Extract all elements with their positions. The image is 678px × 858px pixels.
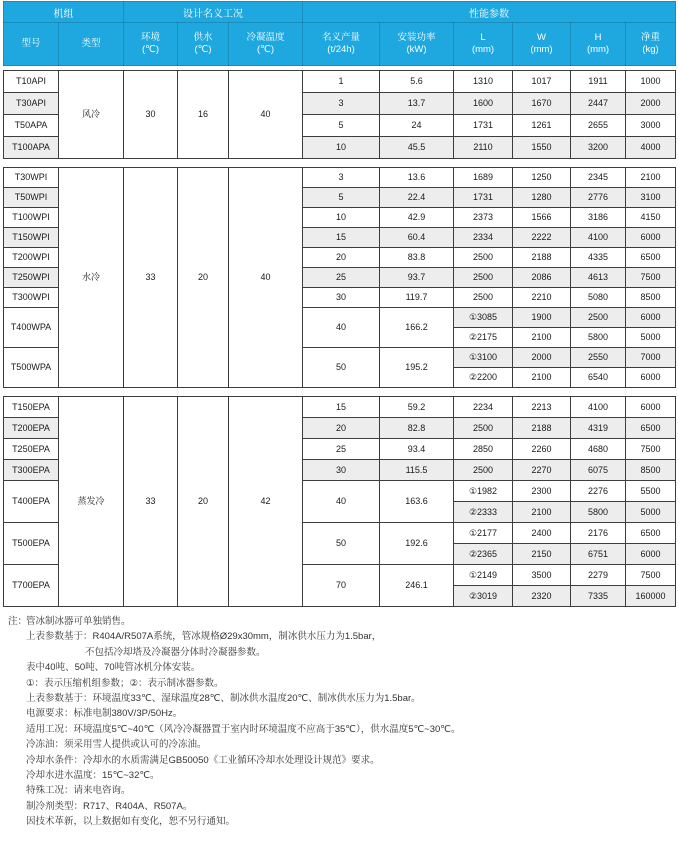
cell-cooling-type: 风冷	[59, 71, 124, 159]
cell-model-name: T300WPI	[4, 288, 59, 308]
cell-condensing-temp: 40	[229, 168, 303, 388]
cell-length: ②2365	[454, 544, 513, 565]
cell-installed-power: 163.6	[380, 481, 454, 523]
cell-model-name: T500EPA	[4, 523, 59, 565]
cell-net-weight: 2100	[626, 168, 676, 188]
note-text: 因技术革新，以上数据如有变化，恕不另行通知。	[26, 816, 236, 828]
cell-installed-power: 45.5	[380, 137, 454, 159]
cell-net-weight: 5000	[626, 328, 676, 348]
cell-width: 1566	[513, 208, 571, 228]
cell-net-weight: 6500	[626, 418, 676, 439]
cell-net-weight: 160000	[626, 586, 676, 607]
col-label: 环境	[140, 32, 160, 43]
cell-height: 4613	[571, 268, 626, 288]
note-line	[3, 629, 675, 644]
note-line	[3, 814, 675, 829]
cell-installed-power: 93.7	[380, 268, 454, 288]
cell-height: 3186	[571, 208, 626, 228]
col-label: W	[537, 32, 546, 43]
col-label: L	[480, 32, 486, 43]
cell-installed-power: 119.7	[380, 288, 454, 308]
spec-table-section-3	[3, 396, 676, 607]
cell-model-name: T200WPI	[4, 248, 59, 268]
cell-length: ①2177	[454, 523, 513, 544]
cell-net-weight: 4000	[626, 137, 676, 159]
cell-ambient-temp: 30	[124, 71, 178, 159]
cell-model-name: T50APA	[4, 115, 59, 137]
cell-nominal-capacity: 15	[303, 228, 380, 248]
cell-model-name: T400EPA	[4, 481, 59, 523]
cell-model-name: T300EPA	[4, 460, 59, 481]
spec-table-sections	[3, 70, 675, 607]
note-text: 上表参数基于：环境温度33℃、湿球温度28℃、制冰供水温度20℃、制冰供水压力为1.5bar。	[26, 693, 421, 705]
cell-width: 2188	[513, 418, 571, 439]
col-label: 名义产量	[322, 32, 361, 43]
cell-net-weight: 6500	[626, 523, 676, 544]
note-line	[3, 722, 675, 737]
spec-table-section-2	[3, 167, 676, 388]
note-line	[3, 737, 675, 752]
cell-height: 4100	[571, 228, 626, 248]
cell-height: 6540	[571, 368, 626, 388]
cell-nominal-capacity: 1	[303, 71, 380, 93]
cell-length: 2500	[454, 268, 513, 288]
note-line	[3, 660, 675, 675]
note-text: 不包括冷却塔及冷凝器分体时冷凝器参数。	[85, 646, 266, 658]
cell-length: ①3085	[454, 308, 513, 328]
cell-model-name: T100WPI	[4, 208, 59, 228]
cell-net-weight: 7500	[626, 439, 676, 460]
cell-width: 2000	[513, 348, 571, 368]
notes	[3, 614, 675, 830]
cell-length: 2500	[454, 288, 513, 308]
cell-length: 1689	[454, 168, 513, 188]
cell-supply-water-temp: 20	[178, 168, 229, 388]
cell-nominal-capacity: 70	[303, 565, 380, 607]
cell-width: 2100	[513, 328, 571, 348]
cell-nominal-capacity: 50	[303, 523, 380, 565]
note-text: 电源要求：标准电制380V/3P/50Hz。	[26, 708, 183, 720]
cell-model-name: T500WPA	[4, 348, 59, 388]
cell-net-weight: 4150	[626, 208, 676, 228]
cell-nominal-capacity: 30	[303, 460, 380, 481]
note-text: 冷却水进水温度：15℃~32℃。	[26, 770, 160, 782]
cell-length: 2234	[454, 397, 513, 418]
cell-condensing-temp: 42	[229, 397, 303, 607]
cell-height: 6075	[571, 460, 626, 481]
note-text: 冷却水条件：冷却水的水质需满足GB50050《工业循环冷却水处理设计规范》要求。	[26, 754, 380, 766]
cell-height: 2276	[571, 481, 626, 502]
notes-list	[3, 614, 675, 830]
note-line	[3, 783, 675, 798]
cell-nominal-capacity: 40	[303, 308, 380, 348]
cell-height: 2345	[571, 168, 626, 188]
col-unit: (mm)	[471, 44, 495, 55]
cell-height: 2776	[571, 188, 626, 208]
note-text: 冷冻油：须采用雪人提供或认可的冷冻油。	[26, 739, 207, 751]
col-header-nominal-capacity	[303, 23, 380, 66]
col-unit: (t/24h)	[327, 44, 355, 55]
cell-length: 2850	[454, 439, 513, 460]
table-row	[4, 397, 676, 418]
col-label: 冷凝温度	[246, 32, 285, 43]
header-group-performance: 性能参数	[303, 2, 676, 23]
cell-supply-water-temp: 20	[178, 397, 229, 607]
col-header-type	[59, 23, 124, 66]
note-line	[3, 614, 675, 629]
cell-installed-power: 5.6	[380, 71, 454, 93]
table-header	[3, 1, 676, 66]
col-label: 型号	[21, 38, 41, 49]
note-text: 表中40吨、50吨、70吨管冰机分体安装。	[26, 662, 201, 674]
cell-length: ①1982	[454, 481, 513, 502]
note-line	[3, 799, 675, 814]
cell-nominal-capacity: 5	[303, 115, 380, 137]
col-unit: (mm)	[586, 44, 610, 55]
cell-net-weight: 3100	[626, 188, 676, 208]
cell-net-weight: 6000	[626, 228, 676, 248]
cell-model-name: T250WPI	[4, 268, 59, 288]
col-label: 安装功率	[397, 32, 436, 43]
cell-installed-power: 22.4	[380, 188, 454, 208]
note-line	[3, 691, 675, 706]
cell-nominal-capacity: 3	[303, 93, 380, 115]
note-line	[3, 676, 675, 691]
cell-height: 7335	[571, 586, 626, 607]
cell-model-name: T250EPA	[4, 439, 59, 460]
cell-model-name: T30API	[4, 93, 59, 115]
cell-height: 2500	[571, 308, 626, 328]
col-label: 供水	[193, 32, 213, 43]
table-row	[4, 71, 676, 93]
cell-installed-power: 166.2	[380, 308, 454, 348]
cell-height: 5080	[571, 288, 626, 308]
note-line	[3, 768, 675, 783]
cell-length: 2334	[454, 228, 513, 248]
header-group-unit: 机组	[4, 2, 124, 23]
cell-nominal-capacity: 25	[303, 439, 380, 460]
cell-net-weight: 3000	[626, 115, 676, 137]
cell-height: 5800	[571, 502, 626, 523]
cell-height: 1911	[571, 71, 626, 93]
cell-nominal-capacity: 25	[303, 268, 380, 288]
cell-height: 3200	[571, 137, 626, 159]
cell-width: 2210	[513, 288, 571, 308]
cell-length: 1731	[454, 115, 513, 137]
col-unit: (℃)	[194, 44, 212, 55]
table-row	[4, 168, 676, 188]
cell-installed-power: 192.6	[380, 523, 454, 565]
cell-width: 1250	[513, 168, 571, 188]
cell-length: ①2149	[454, 565, 513, 586]
cell-net-weight: 2000	[626, 93, 676, 115]
cell-width: 3500	[513, 565, 571, 586]
col-header-condensing-temp	[229, 23, 303, 66]
header-group-design-conditions: 设计名义工况	[124, 2, 303, 23]
cell-width: 1900	[513, 308, 571, 328]
col-unit: (kW)	[406, 44, 427, 55]
cell-net-weight: 8500	[626, 288, 676, 308]
cell-model-name: T100APA	[4, 137, 59, 159]
cell-installed-power: 246.1	[380, 565, 454, 607]
spec-table-section-1	[3, 70, 676, 159]
cell-length: ②2200	[454, 368, 513, 388]
note-text: 管冰制冰器可单独销售。	[26, 616, 131, 627]
cell-nominal-capacity: 10	[303, 208, 380, 228]
cell-length: 2500	[454, 248, 513, 268]
col-unit: (mm)	[530, 44, 553, 55]
cell-length: ②2333	[454, 502, 513, 523]
note-text: 适用工况：环境温度5℃~40℃（风冷冷凝器置于室内时环境温度不应高于35℃），供水温度5℃~30℃。	[26, 723, 461, 735]
col-unit: (kg)	[642, 44, 659, 55]
cell-condensing-temp: 40	[229, 71, 303, 159]
cell-model-name: T150EPA	[4, 397, 59, 418]
note-line	[3, 645, 675, 660]
cell-width: 1550	[513, 137, 571, 159]
cell-installed-power: 42.9	[380, 208, 454, 228]
cell-length: 2373	[454, 208, 513, 228]
cell-installed-power: 195.2	[380, 348, 454, 388]
cell-installed-power: 13.6	[380, 168, 454, 188]
cell-supply-water-temp: 16	[178, 71, 229, 159]
cell-net-weight: 5000	[626, 502, 676, 523]
cell-width: 2400	[513, 523, 571, 544]
cell-height: 4100	[571, 397, 626, 418]
col-header-supply-water-temp	[178, 23, 229, 66]
cell-net-weight: 6000	[626, 397, 676, 418]
header-group-row	[4, 2, 676, 23]
cell-net-weight: 6000	[626, 368, 676, 388]
note-line	[3, 753, 675, 768]
cell-height: 2176	[571, 523, 626, 544]
col-header-length	[454, 23, 513, 66]
cell-width: 2270	[513, 460, 571, 481]
cell-nominal-capacity: 20	[303, 418, 380, 439]
cell-net-weight: 5500	[626, 481, 676, 502]
cell-net-weight: 8500	[626, 460, 676, 481]
cell-installed-power: 83.8	[380, 248, 454, 268]
cell-nominal-capacity: 15	[303, 397, 380, 418]
cell-model-name: T50WPI	[4, 188, 59, 208]
cell-width: 2222	[513, 228, 571, 248]
cell-width: 2100	[513, 502, 571, 523]
cell-length: ①3100	[454, 348, 513, 368]
cell-width: 2260	[513, 439, 571, 460]
note-text: 制冷剂类型：R717、R404A、R507A。	[26, 800, 193, 812]
cell-length: 1731	[454, 188, 513, 208]
cell-length: 2500	[454, 460, 513, 481]
cell-nominal-capacity: 30	[303, 288, 380, 308]
header-column-row	[4, 23, 676, 66]
cell-nominal-capacity: 3	[303, 168, 380, 188]
cell-installed-power: 59.2	[380, 397, 454, 418]
col-label: H	[594, 32, 602, 43]
col-header-model	[4, 23, 59, 66]
cell-length: 2110	[454, 137, 513, 159]
cell-height: 4319	[571, 418, 626, 439]
cell-length: 2500	[454, 418, 513, 439]
cell-cooling-type: 水冷	[59, 168, 124, 388]
cell-height: 4335	[571, 248, 626, 268]
col-header-ambient-temp	[124, 23, 178, 66]
cell-length: 1600	[454, 93, 513, 115]
col-header-height	[571, 23, 626, 66]
cell-height: 2550	[571, 348, 626, 368]
cell-height: 2279	[571, 565, 626, 586]
cell-length: ②2175	[454, 328, 513, 348]
cell-width: 2213	[513, 397, 571, 418]
cell-ambient-temp: 33	[124, 397, 178, 607]
cell-width: 2300	[513, 481, 571, 502]
cell-height: 4680	[571, 439, 626, 460]
col-unit: (℃)	[257, 44, 274, 55]
col-unit: (℃)	[142, 44, 159, 55]
cell-width: 2100	[513, 368, 571, 388]
col-header-installed-power	[380, 23, 454, 66]
note-prefix: 注：	[8, 616, 28, 627]
cell-height: 5800	[571, 328, 626, 348]
cell-length: ②3019	[454, 586, 513, 607]
cell-width: 2320	[513, 586, 571, 607]
cell-net-weight: 6000	[626, 544, 676, 565]
cell-installed-power: 115.5	[380, 460, 454, 481]
cell-length: 1310	[454, 71, 513, 93]
cell-width: 1670	[513, 93, 571, 115]
cell-installed-power: 82.8	[380, 418, 454, 439]
note-text: 上表参数基于：R404A/R507A系统，管冰规格Ø29x30mm，制冰供水压力为1.5bar，	[26, 631, 382, 643]
cell-nominal-capacity: 40	[303, 481, 380, 523]
cell-width: 2188	[513, 248, 571, 268]
cell-nominal-capacity: 20	[303, 248, 380, 268]
note-text: ①：表示压缩机组参数；②：表示制冰器参数。	[26, 677, 224, 689]
cell-width: 1280	[513, 188, 571, 208]
note-text: 特殊工况：请来电咨询。	[26, 785, 131, 797]
cell-width: 1017	[513, 71, 571, 93]
cell-installed-power: 24	[380, 115, 454, 137]
cell-model-name: T30WPI	[4, 168, 59, 188]
cell-nominal-capacity: 10	[303, 137, 380, 159]
cell-model-name: T200EPA	[4, 418, 59, 439]
cell-installed-power: 60.4	[380, 228, 454, 248]
cell-model-name: T400WPA	[4, 308, 59, 348]
cell-installed-power: 93.4	[380, 439, 454, 460]
cell-width: 2086	[513, 268, 571, 288]
cell-nominal-capacity: 5	[303, 188, 380, 208]
cell-height: 2447	[571, 93, 626, 115]
cell-width: 1261	[513, 115, 571, 137]
cell-model-name: T150WPI	[4, 228, 59, 248]
col-header-net-weight	[626, 23, 676, 66]
cell-model-name: T700EPA	[4, 565, 59, 607]
cell-net-weight: 6000	[626, 308, 676, 328]
cell-width: 2150	[513, 544, 571, 565]
cell-net-weight: 7500	[626, 565, 676, 586]
cell-installed-power: 13.7	[380, 93, 454, 115]
note-line	[3, 706, 675, 721]
cell-net-weight: 7000	[626, 348, 676, 368]
cell-cooling-type: 蒸发冷	[59, 397, 124, 607]
cell-net-weight: 1000	[626, 71, 676, 93]
cell-height: 2655	[571, 115, 626, 137]
cell-net-weight: 6500	[626, 248, 676, 268]
col-label: 净重	[641, 32, 661, 43]
cell-nominal-capacity: 50	[303, 348, 380, 388]
col-label: 类型	[81, 38, 101, 49]
cell-net-weight: 7500	[626, 268, 676, 288]
col-header-width	[513, 23, 571, 66]
cell-ambient-temp: 33	[124, 168, 178, 388]
cell-model-name: T10API	[4, 71, 59, 93]
cell-height: 6751	[571, 544, 626, 565]
